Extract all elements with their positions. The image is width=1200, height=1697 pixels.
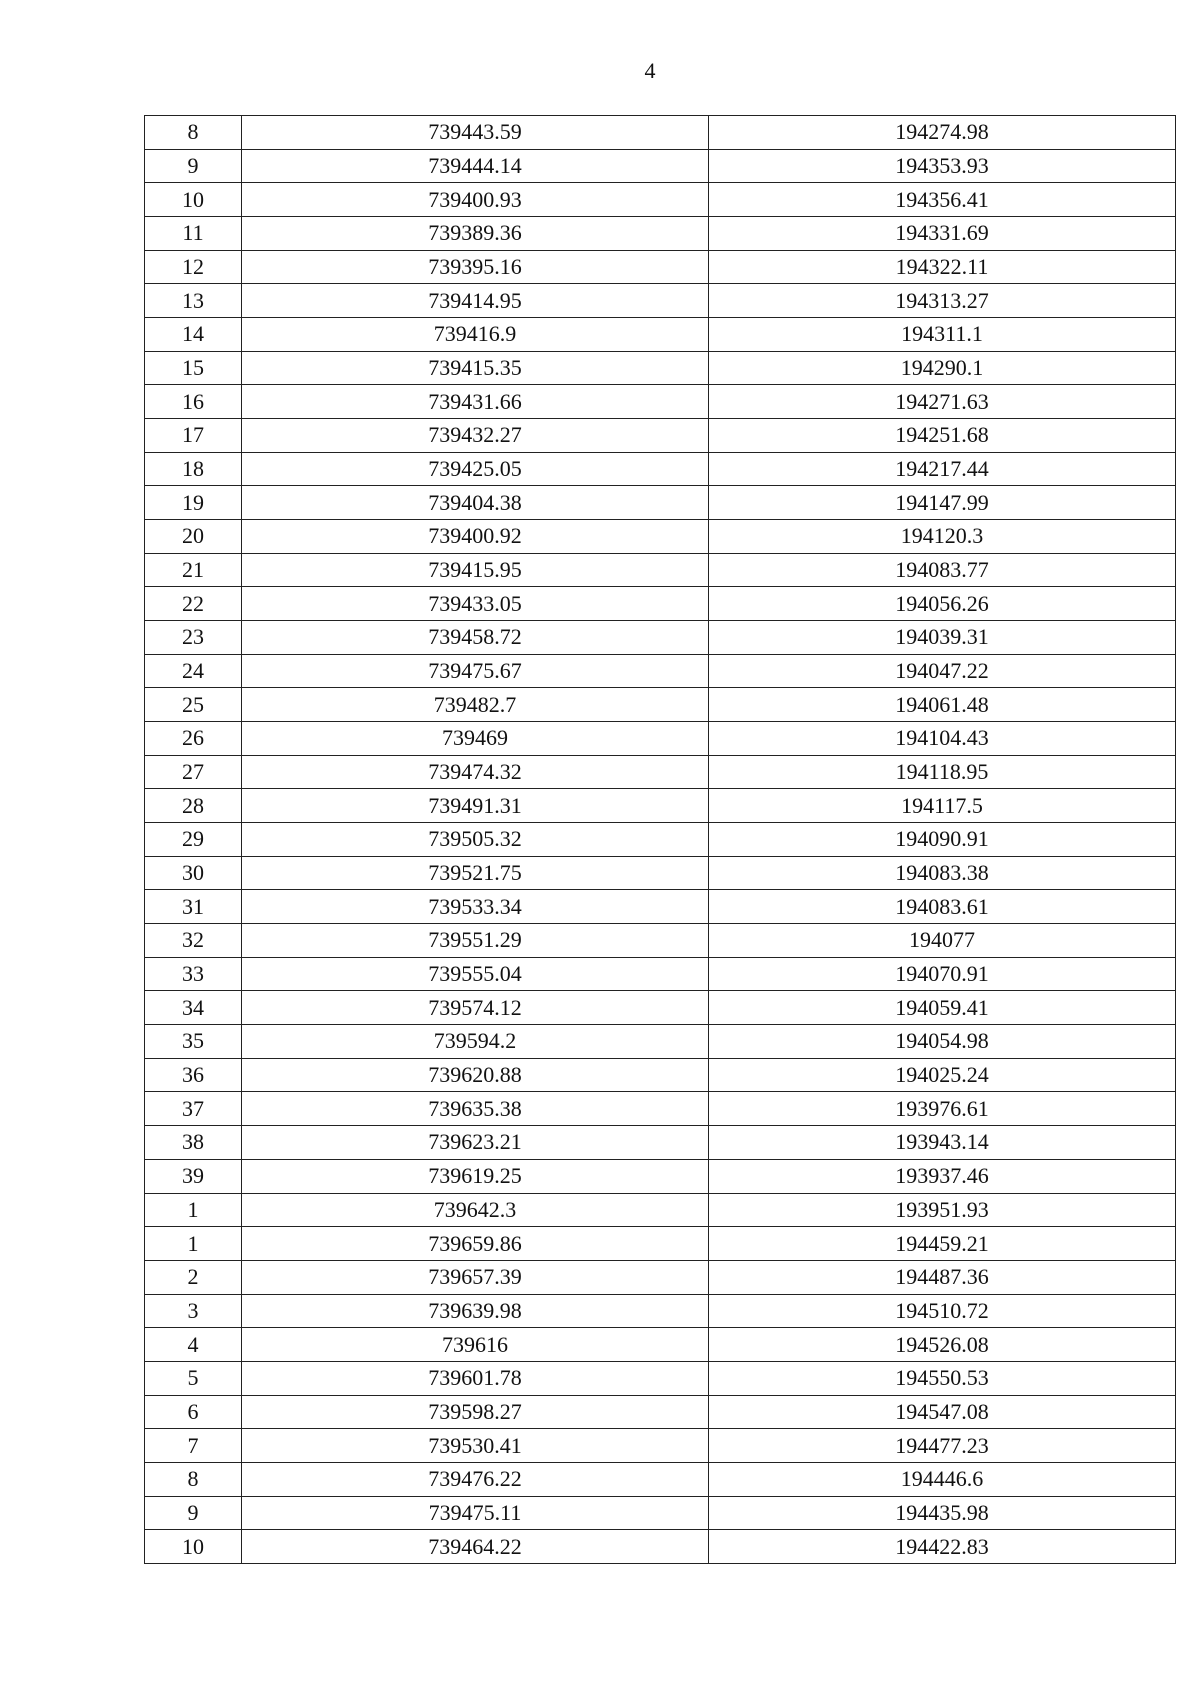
x-coordinate-cell: 739475.67 [242,654,709,688]
table-row [145,1092,1176,1126]
point-number-cell: 7 [145,1429,242,1463]
y-coordinate-cell: 194271.63 [709,385,1176,419]
x-coordinate-cell: 739443.59 [242,116,709,150]
x-coordinate-cell: 739639.98 [242,1294,709,1328]
y-coordinate-cell: 194356.41 [709,183,1176,217]
x-coordinate-cell: 739474.32 [242,755,709,789]
y-coordinate-cell: 193937.46 [709,1159,1176,1193]
table-row [145,1227,1176,1261]
table-row [145,654,1176,688]
x-coordinate-cell: 739616 [242,1328,709,1362]
table-row [145,284,1176,318]
table-row [145,318,1176,352]
table-row [145,587,1176,621]
y-coordinate-cell: 194274.98 [709,116,1176,150]
table-row [145,1058,1176,1092]
x-coordinate-cell: 739415.35 [242,351,709,385]
y-coordinate-cell: 194311.1 [709,318,1176,352]
table-row [145,789,1176,823]
y-coordinate-cell: 194547.08 [709,1395,1176,1429]
table-row [145,957,1176,991]
point-number-cell: 27 [145,755,242,789]
point-number-cell: 32 [145,924,242,958]
coordinates-table-body [145,116,1176,1564]
y-coordinate-cell: 194104.43 [709,722,1176,756]
table-row [145,486,1176,520]
y-coordinate-cell: 194251.68 [709,419,1176,453]
point-number-cell: 37 [145,1092,242,1126]
table-row [145,183,1176,217]
table-row [145,452,1176,486]
page-number: 4 [644,58,656,83]
x-coordinate-cell: 739458.72 [242,621,709,655]
y-coordinate-cell: 193951.93 [709,1193,1176,1227]
y-coordinate-cell: 194322.11 [709,250,1176,284]
point-number-cell: 21 [145,553,242,587]
point-number-cell: 3 [145,1294,242,1328]
table-row [145,250,1176,284]
table-row [145,924,1176,958]
y-coordinate-cell: 194054.98 [709,1025,1176,1059]
table-row [145,1025,1176,1059]
y-coordinate-cell: 194313.27 [709,284,1176,318]
table-row [145,755,1176,789]
y-coordinate-cell: 194290.1 [709,351,1176,385]
point-number-cell: 8 [145,1462,242,1496]
point-number-cell: 22 [145,587,242,621]
y-coordinate-cell: 194118.95 [709,755,1176,789]
x-coordinate-cell: 739414.95 [242,284,709,318]
x-coordinate-cell: 739623.21 [242,1126,709,1160]
point-number-cell: 6 [145,1395,242,1429]
point-number-cell: 28 [145,789,242,823]
point-number-cell: 18 [145,452,242,486]
point-number-cell: 36 [145,1058,242,1092]
table-row [145,1496,1176,1530]
x-coordinate-cell: 739601.78 [242,1361,709,1395]
point-number-cell: 17 [145,419,242,453]
y-coordinate-cell: 194477.23 [709,1429,1176,1463]
y-coordinate-cell: 194077 [709,924,1176,958]
point-number-cell: 2 [145,1260,242,1294]
table-row [145,351,1176,385]
table-row [145,722,1176,756]
point-number-cell: 25 [145,688,242,722]
table-row [145,1462,1176,1496]
table-row [145,688,1176,722]
table-row [145,149,1176,183]
y-coordinate-cell: 194047.22 [709,654,1176,688]
x-coordinate-cell: 739505.32 [242,823,709,857]
y-coordinate-cell: 194550.53 [709,1361,1176,1395]
point-number-cell: 35 [145,1025,242,1059]
x-coordinate-cell: 739400.92 [242,520,709,554]
point-number-cell: 34 [145,991,242,1025]
table-row [145,1294,1176,1328]
x-coordinate-cell: 739395.16 [242,250,709,284]
point-number-cell: 30 [145,856,242,890]
y-coordinate-cell: 194435.98 [709,1496,1176,1530]
table-row [145,621,1176,655]
point-number-cell: 11 [145,217,242,251]
point-number-cell: 5 [145,1361,242,1395]
x-coordinate-cell: 739533.34 [242,890,709,924]
point-number-cell: 4 [145,1328,242,1362]
point-number-cell: 1 [145,1227,242,1261]
x-coordinate-cell: 739657.39 [242,1260,709,1294]
table-row [145,116,1176,150]
x-coordinate-cell: 739431.66 [242,385,709,419]
point-number-cell: 1 [145,1193,242,1227]
x-coordinate-cell: 739642.3 [242,1193,709,1227]
x-coordinate-cell: 739400.93 [242,183,709,217]
y-coordinate-cell: 194487.36 [709,1260,1176,1294]
y-coordinate-cell: 194510.72 [709,1294,1176,1328]
table-row [145,1159,1176,1193]
x-coordinate-cell: 739475.11 [242,1496,709,1530]
point-number-cell: 13 [145,284,242,318]
point-number-cell: 9 [145,1496,242,1530]
y-coordinate-cell: 194120.3 [709,520,1176,554]
y-coordinate-cell: 194025.24 [709,1058,1176,1092]
point-number-cell: 20 [145,520,242,554]
point-number-cell: 14 [145,318,242,352]
y-coordinate-cell: 194070.91 [709,957,1176,991]
point-number-cell: 38 [145,1126,242,1160]
point-number-cell: 10 [145,183,242,217]
x-coordinate-cell: 739620.88 [242,1058,709,1092]
point-number-cell: 9 [145,149,242,183]
coordinates-table [144,115,1176,1564]
y-coordinate-cell: 194446.6 [709,1462,1176,1496]
x-coordinate-cell: 739404.38 [242,486,709,520]
table-row [145,991,1176,1025]
x-coordinate-cell: 739425.05 [242,452,709,486]
y-coordinate-cell: 194083.38 [709,856,1176,890]
y-coordinate-cell: 194083.61 [709,890,1176,924]
x-coordinate-cell: 739574.12 [242,991,709,1025]
y-coordinate-cell: 194217.44 [709,452,1176,486]
table-row [145,1260,1176,1294]
point-number-cell: 29 [145,823,242,857]
y-coordinate-cell: 193943.14 [709,1126,1176,1160]
y-coordinate-cell: 194331.69 [709,217,1176,251]
x-coordinate-cell: 739469 [242,722,709,756]
x-coordinate-cell: 739635.38 [242,1092,709,1126]
y-coordinate-cell: 194039.31 [709,621,1176,655]
y-coordinate-cell: 194526.08 [709,1328,1176,1362]
y-coordinate-cell: 194061.48 [709,688,1176,722]
x-coordinate-cell: 739482.7 [242,688,709,722]
table-row [145,1193,1176,1227]
x-coordinate-cell: 739598.27 [242,1395,709,1429]
table-row [145,1328,1176,1362]
point-number-cell: 31 [145,890,242,924]
x-coordinate-cell: 739416.9 [242,318,709,352]
x-coordinate-cell: 739491.31 [242,789,709,823]
x-coordinate-cell: 739619.25 [242,1159,709,1193]
x-coordinate-cell: 739594.2 [242,1025,709,1059]
x-coordinate-cell: 739415.95 [242,553,709,587]
x-coordinate-cell: 739433.05 [242,587,709,621]
table-row [145,1429,1176,1463]
x-coordinate-cell: 739444.14 [242,149,709,183]
table-row [145,553,1176,587]
x-coordinate-cell: 739464.22 [242,1530,709,1564]
point-number-cell: 33 [145,957,242,991]
point-number-cell: 23 [145,621,242,655]
x-coordinate-cell: 739521.75 [242,856,709,890]
y-coordinate-cell: 194083.77 [709,553,1176,587]
x-coordinate-cell: 739551.29 [242,924,709,958]
point-number-cell: 10 [145,1530,242,1564]
table-row [145,823,1176,857]
point-number-cell: 39 [145,1159,242,1193]
x-coordinate-cell: 739476.22 [242,1462,709,1496]
point-number-cell: 8 [145,116,242,150]
table-row [145,1361,1176,1395]
y-coordinate-cell: 194422.83 [709,1530,1176,1564]
y-coordinate-cell: 194117.5 [709,789,1176,823]
y-coordinate-cell: 194059.41 [709,991,1176,1025]
y-coordinate-cell: 194459.21 [709,1227,1176,1261]
table-row [145,1530,1176,1564]
table-row [145,1126,1176,1160]
table-row [145,419,1176,453]
x-coordinate-cell: 739389.36 [242,217,709,251]
table-row [145,890,1176,924]
y-coordinate-cell: 194353.93 [709,149,1176,183]
point-number-cell: 24 [145,654,242,688]
table-row [145,520,1176,554]
y-coordinate-cell: 194056.26 [709,587,1176,621]
x-coordinate-cell: 739659.86 [242,1227,709,1261]
y-coordinate-cell: 194147.99 [709,486,1176,520]
x-coordinate-cell: 739555.04 [242,957,709,991]
table-row [145,217,1176,251]
point-number-cell: 16 [145,385,242,419]
table-row [145,385,1176,419]
point-number-cell: 12 [145,250,242,284]
x-coordinate-cell: 739530.41 [242,1429,709,1463]
point-number-cell: 26 [145,722,242,756]
point-number-cell: 15 [145,351,242,385]
x-coordinate-cell: 739432.27 [242,419,709,453]
point-number-cell: 19 [145,486,242,520]
table-row [145,856,1176,890]
y-coordinate-cell: 193976.61 [709,1092,1176,1126]
table-row [145,1395,1176,1429]
y-coordinate-cell: 194090.91 [709,823,1176,857]
